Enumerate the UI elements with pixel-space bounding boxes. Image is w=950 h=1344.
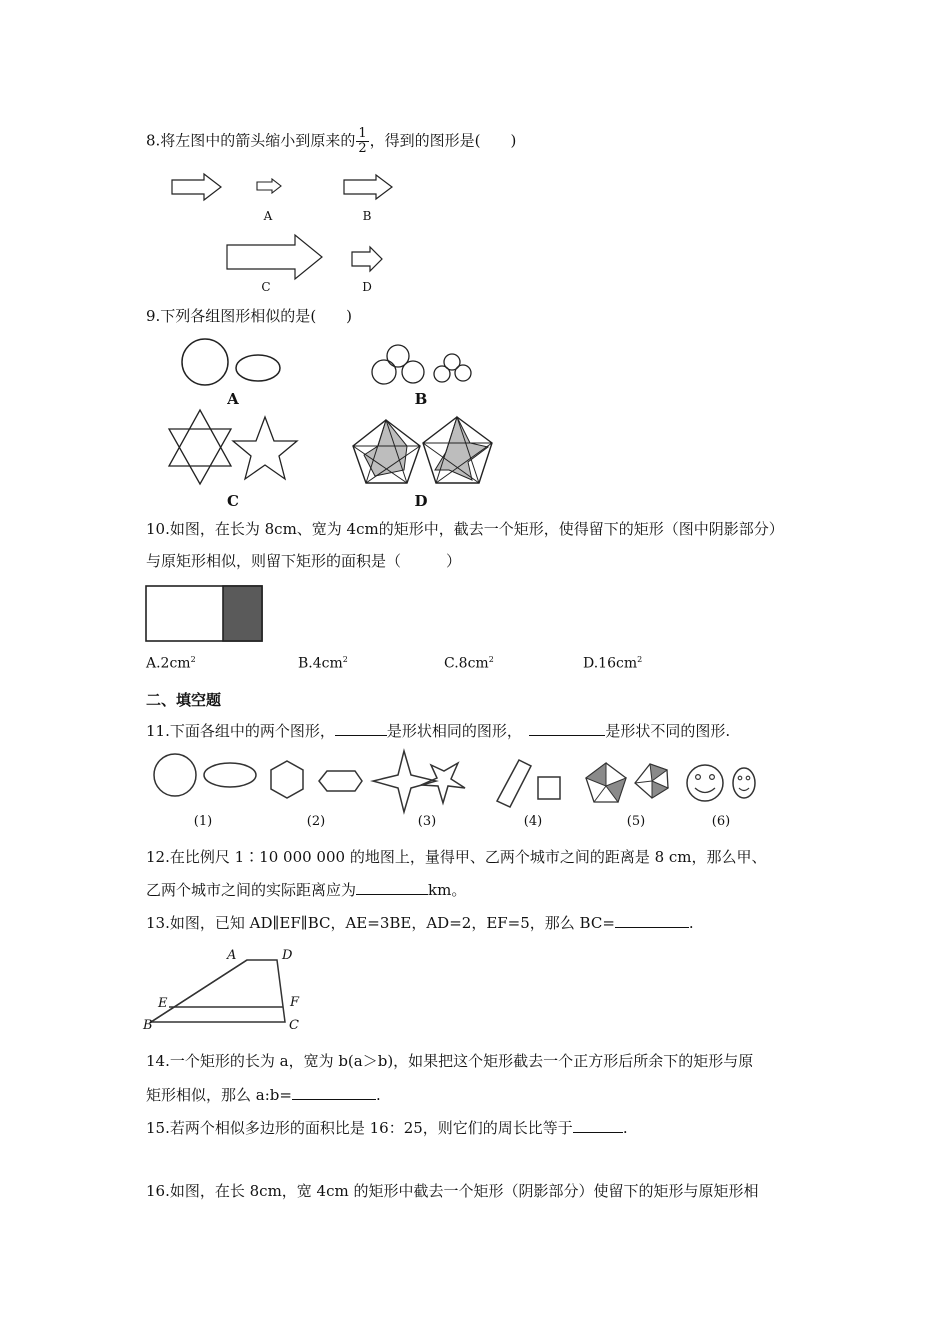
fraction-numerator: 1 bbox=[358, 126, 367, 141]
q16-stem: 16.如图，在长 8cm，宽 4cm 的矩形中截去一个矩形（阴影部分）使留下的矩形与原矩形相 bbox=[146, 1182, 759, 1200]
q9-label-a: A bbox=[227, 390, 239, 408]
q14-text: 矩形相似，那么 a:b= bbox=[146, 1086, 292, 1104]
trapezoid bbox=[151, 960, 285, 1022]
q8-text-after: ，得到的图形是( ) bbox=[369, 131, 517, 150]
option-sup: 2 bbox=[342, 655, 348, 664]
q10-line1: 10.如图，在长为 8cm、宽为 4cm的矩形中，截去一个矩形，使得留下的矩形（图中阴影部分） bbox=[146, 520, 784, 538]
q8-label-d: D bbox=[362, 280, 372, 294]
q12-text: 乙两个城市之间的实际距离应为 bbox=[146, 881, 357, 899]
point-f-label: F bbox=[290, 995, 300, 1010]
point-e-label: E bbox=[158, 996, 168, 1011]
option-text: C.8cm bbox=[444, 655, 489, 672]
q11-label-1: (1) bbox=[193, 814, 213, 829]
option-sup: 2 bbox=[190, 655, 196, 664]
q9-label-b: B bbox=[414, 390, 428, 408]
q14-line1: 14.一个矩形的长为 a，宽为 b(a＞b)，如果把这个矩形截去一个正方形后所余下的矩形与原 bbox=[146, 1052, 754, 1070]
fraction-denominator: 2 bbox=[358, 141, 367, 156]
q11-text-1: 11.下面各组中的两个图形， bbox=[146, 722, 335, 740]
point-a-label: A bbox=[227, 948, 237, 963]
q12-unit: km。 bbox=[428, 881, 467, 899]
option-sup: 2 bbox=[488, 655, 494, 664]
q11-label-3: (3) bbox=[417, 814, 437, 829]
q15-stem bbox=[146, 1117, 628, 1138]
q9-stem: 9.下列各组图形相似的是( ) bbox=[146, 307, 353, 325]
q8-label-b: B bbox=[362, 209, 372, 223]
q9-label-c: C bbox=[227, 492, 239, 510]
q13-text: 13.如图，已知 AD∥EF∥BC，AE=3BE，AD=2，EF=5，那么 BC= bbox=[146, 914, 615, 932]
q13-end: . bbox=[688, 914, 694, 932]
q11-label-5: (5) bbox=[626, 814, 646, 829]
q11-label-6: (6) bbox=[711, 814, 731, 829]
segment-ab bbox=[151, 960, 247, 1022]
q10-line2: 与原矩形相似，则留下矩形的面积是（ ） bbox=[146, 552, 462, 570]
q8-label-a: A bbox=[263, 209, 273, 223]
point-c-label: C bbox=[289, 1018, 299, 1033]
q11-text-3: 是形状不同的图形. bbox=[605, 722, 731, 740]
q14-end: . bbox=[375, 1086, 381, 1104]
q9-label-d: D bbox=[414, 492, 428, 510]
option-sup: 2 bbox=[637, 655, 643, 664]
option-text: B.4cm bbox=[298, 655, 343, 672]
answer-blank[interactable] bbox=[292, 1084, 376, 1100]
option-text: D.16cm bbox=[583, 655, 638, 672]
point-d-label: D bbox=[282, 948, 293, 963]
q11-label-4: (4) bbox=[523, 814, 543, 829]
q15-end: . bbox=[622, 1119, 628, 1137]
q12-line1: 12.在比例尺 1∶10 000 000 的地图上，量得甲、乙两个城市之间的距离是 8 cm，那么甲、 bbox=[146, 848, 767, 866]
answer-blank[interactable] bbox=[573, 1117, 623, 1133]
q8-text: 8.将左图中的箭头缩小到原来的 bbox=[146, 131, 356, 150]
q11-label-2: (2) bbox=[306, 814, 326, 829]
section-title: 二、填空题 bbox=[146, 691, 222, 709]
q8-label-c: C bbox=[261, 280, 271, 294]
point-b-label: B bbox=[143, 1018, 153, 1033]
q14-line2 bbox=[146, 1084, 381, 1105]
q15-text: 15.若两个相似多边形的面积比是 16：25，则它们的周长比等于 bbox=[146, 1119, 573, 1137]
q11-text-2: 是形状相同的图形， bbox=[386, 722, 515, 740]
option-text: A.2cm bbox=[146, 655, 191, 672]
